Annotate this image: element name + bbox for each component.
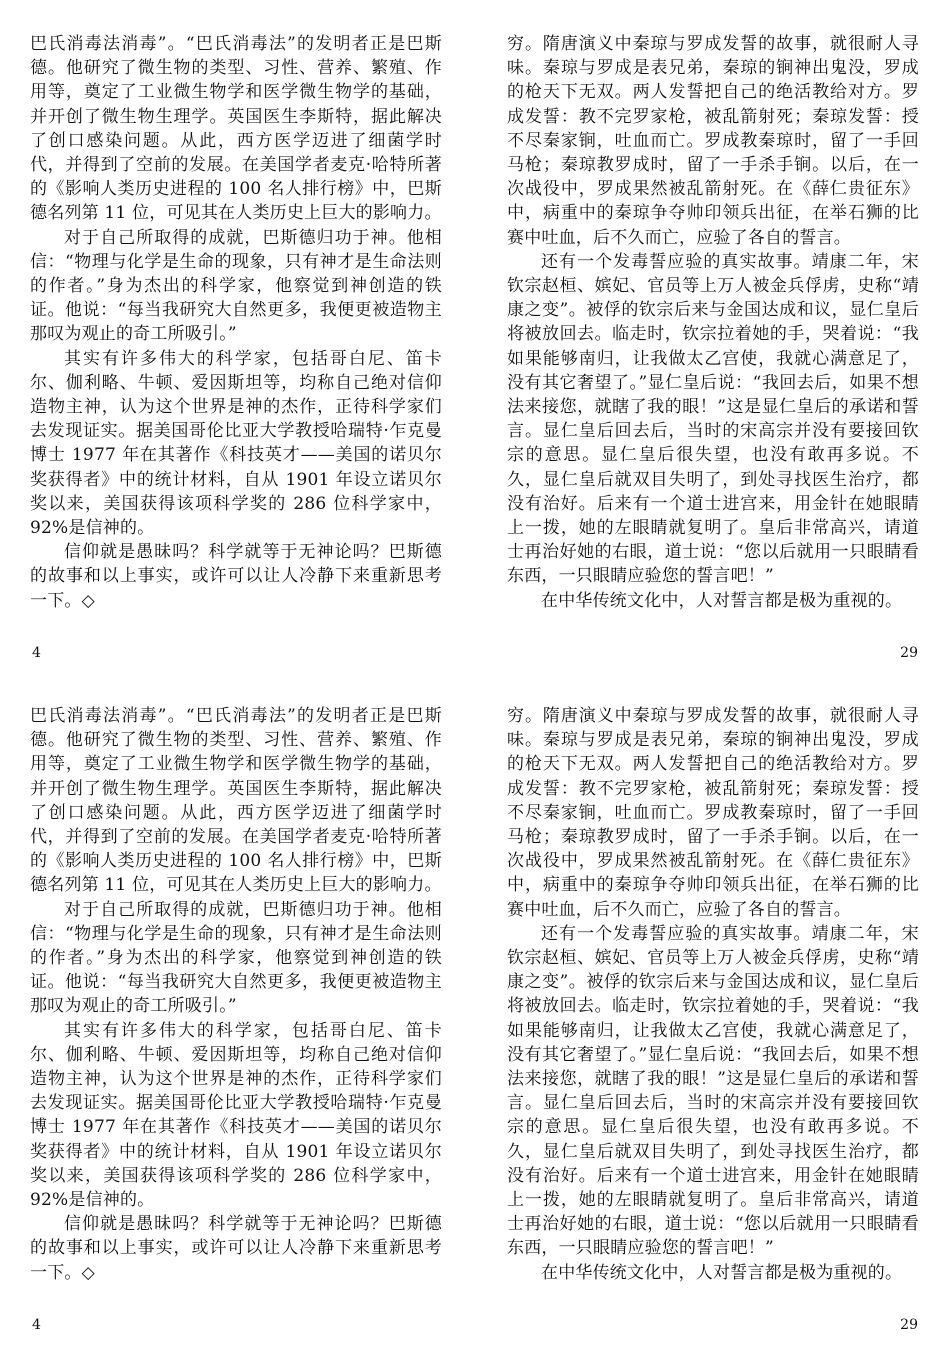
body-paragraph: 还有一个发毒誓应验的真实故事。靖康二年，宋钦宗赵桓、嫔妃、官员等上万人被金兵俘虏，史称“靖康之变”。被俘的钦宗后来与金国达成和议，显仁皇后将被放回去。临走时，钦宗拉着她的手，哭着说：“我如果能够南归，让我做太乙宫使，我就心满意足了，没有其它奢望了。”显仁皇后说：“我回去后，如果不想法来接您，就瞎了我的眼！”这是显仁皇后的承诺和誓言。显仁皇后回去后，当时的宋高宗并没有要接回钦宗的意思。显仁皇后很失望，也没有敢再多说。不久，显仁皇后就双目失明了，到处寻找医生治疗，都没有治好。后来有一个道士进宫来，用金针在她眼睛上一拨，她的左眼睛就复明了。皇后非常高兴，请道士再治好她的右眼，道士说：“您以后就用一只眼睛看东西，一只眼睛应验您的誓言吧！” xyxy=(507,923,919,1259)
body-paragraph: 穷。隋唐演义中秦琼与罗成发誓的故事，就很耐人寻味。秦琼与罗成是表兄弟，秦琼的锏神出鬼没，罗成的枪天下无双。两人发誓把自己的绝活教给对方。罗成发誓：教不完罗家枪，被乱箭射死；秦琼发誓：授不尽秦家锏，吐血而亡。罗成教秦琼时，留了一手回马枪；秦琼教罗成时，留了一手杀手锏。以后，在一次战役中，罗成果然被乱箭射死。在《薛仁贵征东》中，病重中的秦琼争夺帅印领兵出征，在举石狮的比赛中吐血，后不久而亡，应验了各自的誓言。 xyxy=(507,34,919,248)
body-paragraph: 对于自己所取得的成就，巴斯德归功于神。他相信：“物理与化学是生命的现象，只有神才是生命法则的作者。”身为杰出的科学家，他察觉到神创造的铁证。他说：“每当我研究大自然更多，我便更被造物主那叹为观止的奇工所吸引。” xyxy=(30,227,442,345)
body-paragraph: 巴氏消毒法消毒”。“巴氏消毒法”的发明者正是巴斯德。他研究了微生物的类型、习性、营养、繁殖、作用等，奠定了工业微生物学和医学微生物学的基础，并开创了微生物生理学。英国医生李斯特，据此解决了创口感染问题。从此，西方医学迈进了细菌学时代，并得到了空前的发展。在美国学者麦克·哈特所著的《影响人类历史进程的 100 名人排行榜》中，巴斯德名列第 11 位，可见其在人类历史上巨大的影响力。 xyxy=(30,34,442,224)
page-number-right: 29 xyxy=(900,645,918,661)
body-paragraph: 还有一个发毒誓应验的真实故事。靖康二年，宋钦宗赵桓、嫔妃、官员等上万人被金兵俘虏，史称“靖康之变”。被俘的钦宗后来与金国达成和议，显仁皇后将被放回去。临走时，钦宗拉着她的手，哭着说：“我如果能够南归，让我做太乙宫使，我就心满意足了，没有其它奢望了。”显仁皇后说：“我回去后，如果不想法来接您，就瞎了我的眼！”这是显仁皇后的承诺和誓言。显仁皇后回去后，当时的宋高宗并没有要接回钦宗的意思。显仁皇后很失望，也没有敢再多说。不久，显仁皇后就双目失明了，到处寻找医生治疗，都没有治好。后来有一个道士进宫来，用金针在她眼睛上一拨，她的左眼睛就复明了。皇后非常高兴，请道士再治好她的右眼，道士说：“您以后就用一只眼睛看东西，一只眼睛应验您的誓言吧！” xyxy=(507,251,919,587)
body-paragraph: 在中华传统文化中，人对誓言都是极为重视的。 xyxy=(541,1262,903,1283)
body-paragraph: 其实有许多伟大的科学家，包括哥白尼、笛卡尔、伽利略、牛顿、爱因斯坦等，均称自己绝对信仰造物主神，认为这个世界是神的杰作，正待科学家们去发现证实。据美国哥伦比亚大学教授哈瑞特·乍克曼博士 1977 年在其著作《科技英才——美国的诺贝尔奖获得者》中的统计材料，自从 1901 年设立诺贝尔奖以来，美国获得该项科学奖的 286 位科学家中，92%是信神的。 xyxy=(30,1020,442,1211)
left-page-text-column xyxy=(30,32,442,613)
body-paragraph: 对于自己所取得的成就，巴斯德归功于神。他相信：“物理与化学是生命的现象，只有神才是生命法则的作者。”身为杰出的科学家，他察觉到神创造的铁证。他说：“每当我研究大自然更多，我便更被造物主那叹为观止的奇工所吸引。” xyxy=(30,899,442,1017)
body-paragraph: 穷。隋唐演义中秦琼与罗成发誓的故事，就很耐人寻味。秦琼与罗成是表兄弟，秦琼的锏神出鬼没，罗成的枪天下无双。两人发誓把自己的绝活教给对方。罗成发誓：教不完罗家枪，被乱箭射死；秦琼发誓：授不尽秦家锏，吐血而亡。罗成教秦琼时，留了一手回马枪；秦琼教罗成时，留了一手杀手锏。以后，在一次战役中，罗成果然被乱箭射死。在《薛仁贵征东》中，病重中的秦琼争夺帅印领兵出征，在举石狮的比赛中吐血，后不久而亡，应验了各自的誓言。 xyxy=(507,706,919,920)
right-page-text-column xyxy=(507,704,919,1285)
body-paragraph: 巴氏消毒法消毒”。“巴氏消毒法”的发明者正是巴斯德。他研究了微生物的类型、习性、营养、繁殖、作用等，奠定了工业微生物学和医学微生物学的基础，并开创了微生物生理学。英国医生李斯特，据此解决了创口感染问题。从此，西方医学迈进了细菌学时代，并得到了空前的发展。在美国学者麦克·哈特所著的《影响人类历史进程的 100 名人排行榜》中，巴斯德名列第 11 位，可见其在人类历史上巨大的影响力。 xyxy=(30,706,442,896)
right-page-text-column xyxy=(507,32,919,613)
body-paragraph: 其实有许多伟大的科学家，包括哥白尼、笛卡尔、伽利略、牛顿、爱因斯坦等，均称自己绝对信仰造物主神，认为这个世界是神的杰作，正待科学家们去发现证实。据美国哥伦比亚大学教授哈瑞特·乍克曼博士 1977 年在其著作《科技英才——美国的诺贝尔奖获得者》中的统计材料，自从 1901 年设立诺贝尔奖以来，美国获得该项科学奖的 286 位科学家中，92%是信神的。 xyxy=(30,348,442,539)
page-number-right: 29 xyxy=(900,1317,918,1333)
body-paragraph: 信仰就是愚昧吗？科学就等于无神论吗？巴斯德的故事和以上事实，或许可以让人冷静下来重新思考一下。◇ xyxy=(30,542,442,611)
body-paragraph: 在中华传统文化中，人对誓言都是极为重视的。 xyxy=(541,590,903,611)
page-number-left: 4 xyxy=(32,1317,41,1333)
page-spread-top xyxy=(0,0,950,672)
left-page-text-column xyxy=(30,704,442,1285)
body-paragraph: 信仰就是愚昧吗？科学就等于无神论吗？巴斯德的故事和以上事实，或许可以让人冷静下来重新思考一下。◇ xyxy=(30,1214,442,1283)
page-spread-bottom xyxy=(0,672,950,1344)
page-number-left: 4 xyxy=(32,645,41,661)
